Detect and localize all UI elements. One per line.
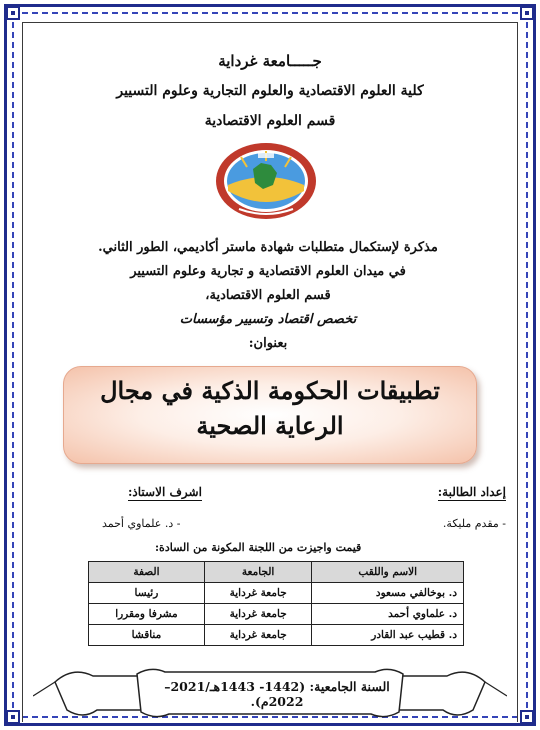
member-role: مناقشا [89,625,205,646]
thesis-department-line: قسم العلوم الاقتصادية، [205,288,331,304]
thesis-title-intro: بعنوان: [248,336,288,352]
academic-year: السنة الجامعية: (1442- 1443هـ/2021–2022م). [164,679,390,709]
corner-ornament [6,6,20,20]
column-header-role: الصفة [89,562,205,583]
thesis-title-line2: الرعاية الصحية [196,410,344,440]
thesis-description [30,236,506,356]
corner-ornament [6,710,20,724]
supervisor-name: - د. علماوي أحمد [102,517,181,530]
member-name: د. قطيب عبد القادر [312,625,464,646]
member-university: جامعة غرداية [204,583,312,604]
member-university: جامعة غرداية [204,604,312,625]
thesis-degree-line: مذكرة لإستكمال متطلبات شهادة ماستر أكاديمي، الطور الثاني. [98,240,438,255]
corner-ornament [520,710,534,724]
thesis-specialty-line: تخصص اقتصاد وتسيير مؤسسات [179,312,357,328]
department-name: قسم العلوم الاقتصادية [204,113,336,129]
faculty-name: كلية العلوم الاقتصادية والعلوم التجارية وعلوم التسيير [116,83,424,99]
table-header-row [89,562,464,583]
committee-table [88,561,464,646]
member-university: جامعة غرداية [204,625,312,646]
table-row [89,583,464,604]
table-row [89,625,464,646]
thesis-field-line: في ميدان العلوم الاقتصادية و تجارية وعلوم التسيير [130,264,406,280]
thesis-title [63,374,477,444]
column-header-name: الاسم واللقب [312,562,464,583]
member-name: د. علماوي أحمد [312,604,464,625]
member-role: رئيسا [89,583,205,604]
university-logo [211,139,321,224]
table-row [89,604,464,625]
committee-intro: قيمت واجيزت من اللجنة المكونة من السادة: [155,541,362,554]
student-name: - مقدم مليكة. [442,517,506,530]
column-header-university: الجامعة [204,562,312,583]
corner-ornament [520,6,534,20]
thesis-title-line1: تطبيقات الحكومة الذكية في مجال [100,376,440,405]
student-label: إعداد الطالبة: [437,485,506,499]
member-name: د. بوخالفي مسعود [312,583,464,604]
supervisor-label: اشرف الاستاذ: [128,485,202,499]
member-role: مشرفا ومقررا [89,604,205,625]
university-name: جـــــامعة غرداية [218,52,322,70]
